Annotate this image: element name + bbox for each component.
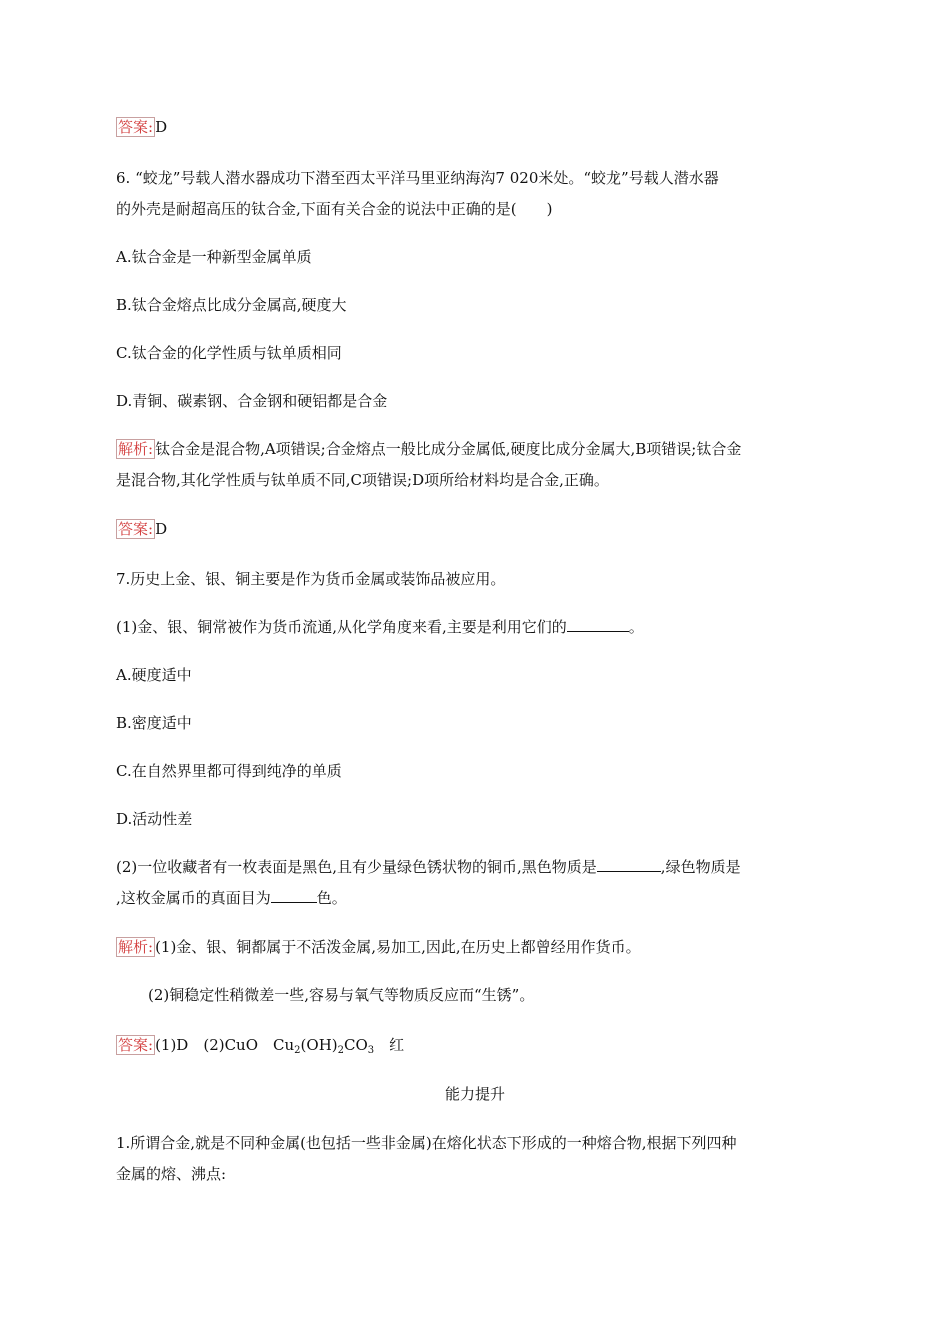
subscript: 3 [367,1045,375,1056]
answer-value: D [155,520,168,538]
analysis-tag: 解析: [118,440,154,458]
subscript: 2 [337,1045,345,1056]
question-6-option-b: B.钛合金熔点比成分金属高,硬度大 [116,296,347,314]
question-7-part2-line1 [116,857,741,877]
question-7-stem: 7.历史上金、银、铜主要是作为货币金属或装饰品被应用。 [116,570,506,588]
answer-value-b: (OH) [300,1036,338,1054]
part1-end: 。 [628,618,644,636]
analysis-tag: 解析: [118,938,154,956]
question-7-option-c: C.在自然界里都可得到纯净的单质 [116,762,342,780]
question-7-part1 [116,617,644,637]
answer-line-q7 [116,1035,404,1061]
question-6-analysis-line1 [116,439,741,459]
answer-tag: 答案: [118,118,154,136]
part2-text-d: 色。 [316,889,347,907]
part2-text-a: (2)一位收藏者有一枚表面是黑色,且有少量绿色锈状物的铜币,黑色物质是 [116,858,597,876]
answer-blank [271,888,317,903]
answer-value: D [155,118,168,136]
subscript: 2 [294,1045,301,1056]
question-7-option-d: D.活动性差 [116,810,193,828]
analysis-text: 钛合金是混合物,A项错误;合金熔点一般比成分金属低,硬度比成分金属大,B项错误;钛合金 [155,440,742,458]
answer-tag: 答案: [118,1036,154,1054]
question-6-analysis-line2: 是混合物,其化学性质与钛单质不同,C项错误;D项所给材料均是合金,正确。 [116,471,609,489]
question-7-analysis-2: (2)铜稳定性稍微差一些,容易与氧气等物质反应而“生锈”。 [148,986,535,1004]
section-question-1-line1: 1.所谓合金,就是不同种金属(也包括一些非金属)在熔化状态下形成的一种熔合物,根据下列四种 [116,1134,737,1152]
question-6-option-d: D.青铜、碳素钢、合金钢和硬铝都是合金 [116,392,388,410]
answer-line-q6 [116,519,167,539]
part2-text-c: ,这枚金属币的真面目为 [116,889,271,907]
answer-line-q5 [116,117,167,137]
answer-blank [597,857,661,872]
question-7-option-a: A.硬度适中 [116,666,192,684]
part2-text-b: ,绿色物质是 [660,858,741,876]
question-7-part2-line2 [116,888,347,908]
answer-tag: 答案: [118,520,154,538]
question-7-option-b: B.密度适中 [116,714,192,732]
answer-value-a: (1)D (2)CuO Cu [155,1036,295,1054]
analysis-text: (1)金、银、铜都属于不活泼金属,易加工,因此,在历史上都曾经用作货币。 [155,938,641,956]
question-6-stem-line1: 6. “蛟龙”号载人潜水器成功下潜至西太平洋马里亚纳海沟7 020米处。“蛟龙”号载人潜水器 [116,169,719,187]
part1-text: (1)金、银、铜常被作为货币流通,从化学角度来看,主要是利用它们的 [116,618,567,636]
section-title: 能力提升 [444,1085,505,1103]
question-7-analysis-1 [116,937,641,957]
answer-blank [567,617,629,632]
answer-value-c: CO [344,1036,368,1054]
answer-value-d: 红 [374,1036,405,1054]
question-6-option-a: A.钛合金是一种新型金属单质 [116,248,312,266]
question-6-option-c: C.钛合金的化学性质与钛单质相同 [116,344,342,362]
section-question-1-line2: 金属的熔、沸点: [116,1165,227,1183]
question-6-stem-line2: 的外壳是耐超高压的钛合金,下面有关合金的说法中正确的是( ) [116,200,553,218]
